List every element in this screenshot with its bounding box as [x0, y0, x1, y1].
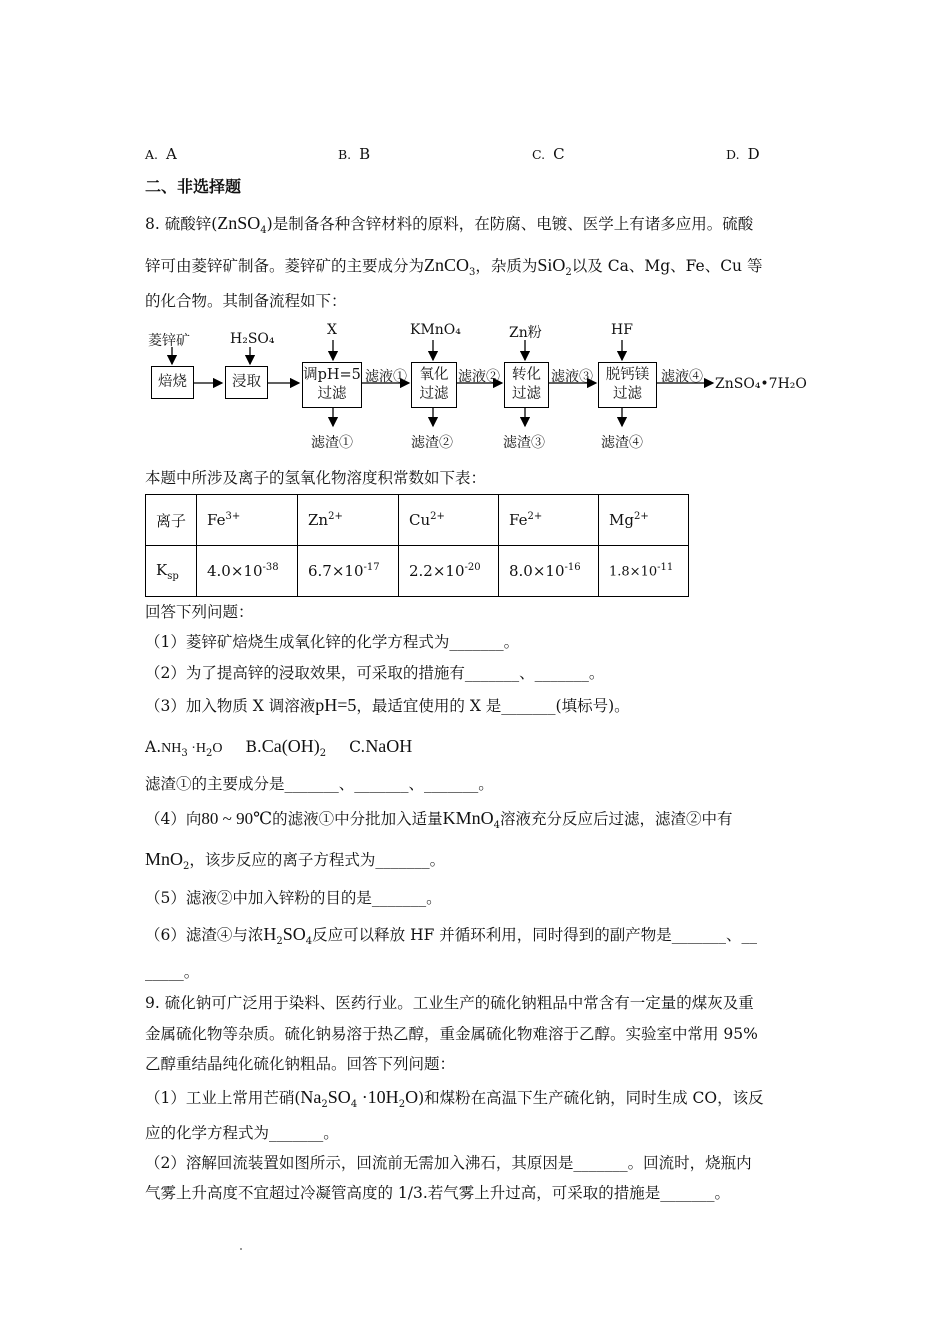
q8-choices: $A.NH_3 \cdot H_2O$ $B.Ca(OH)_2$ C.NaOH: [145, 736, 413, 760]
table-cell: $Zn^{2+}$: [298, 495, 399, 546]
table-intro: 本题中所涉及离子的氢氧化物溶度积常数如下表：: [145, 469, 487, 487]
q9-part1: （1）工业上常用芒硝$(Na_2SO_4 \cdot 10H_2O)$和煤粉在高温下生产硫化钠，同时生成 CO，该反: [145, 1087, 764, 1111]
page-dot: [240, 1248, 242, 1250]
q9-intro-line3: 乙醇重结晶纯化硫化钠粗品。回答下列问题：: [145, 1055, 456, 1073]
q8-part6: （6）滤渣④与浓$H_2SO_4$反应可以释放 HF 并循环利用，同时得到的副产物是_______、__: [145, 924, 758, 948]
table-head-ion: 离子: [146, 495, 197, 546]
flow-box-roast: 焙烧: [151, 366, 194, 399]
q9-part1-line2: 应的化学方程式为_______。: [145, 1124, 339, 1142]
option-c: C. C: [532, 145, 565, 163]
flow-filtrate3: 滤液③: [551, 369, 593, 385]
q9-intro-line2: 金属硫化物等杂质。硫化钠易溶于热乙醇，重金属硫化物难溶于乙醇。实验室中常用 95%: [145, 1025, 758, 1043]
table-row: [146, 546, 689, 597]
table-head-ksp: $K_{sp}$: [146, 546, 197, 597]
flow-residue4: 滤渣④: [601, 435, 643, 451]
q8-intro-line3: 的化合物。其制备流程如下：: [145, 292, 347, 310]
flow-product: ZnSO₄•7H₂O: [715, 376, 807, 392]
flow-box-oxidize: 氧化 过滤: [411, 362, 457, 408]
q8-part5: （5）滤液②中加入锌粉的目的是_______。: [145, 889, 442, 907]
q9-intro-line1: 9. 硫化钠可广泛用于染料、医药行业。工业生产的硫化钠粗品中常含有一定量的煤灰及重: [145, 994, 754, 1012]
option-a: A. A: [145, 145, 177, 163]
q8-part2: （2）为了提高锌的浸取效果，可采取的措施有_______、_______。: [145, 664, 605, 682]
flow-box-decalc: 脱钙镁 过滤: [598, 362, 657, 408]
q8-part6-line2: _____。: [145, 963, 200, 981]
flow-residue3: 滤渣③: [503, 435, 545, 451]
q8-part4-line2: MnO$_2$，该步反应的离子方程式为_______。: [145, 849, 446, 873]
table-cell: $8.0\times 10^{-16}$: [499, 546, 599, 597]
q8-intro-line2: 锌可由菱锌矿制备。菱锌矿的主要成分为ZnCO$_3$，杂质为SiO$_2$以及 Ca、Mg、Fe、Cu 等: [145, 255, 763, 279]
q9-part2-line2: 气雾上升高度不宜超过冷凝管高度的 1/3.若气雾上升过高，可采取的措施是_______。: [145, 1184, 731, 1202]
flow-residue1: 滤渣①: [311, 435, 353, 451]
table-cell: $6.7\times 10^{-17}$: [298, 546, 399, 597]
q8-residue-question: 滤渣①的主要成分是_______、_______、_______。: [145, 775, 494, 793]
answer-prompt: 回答下列问题：: [145, 603, 254, 621]
table-row: [146, 495, 689, 546]
flow-filtrate1: 滤液①: [365, 369, 407, 385]
table-cell: $Mg^{2+}$: [599, 495, 689, 546]
flow-zn-label: Zn粉: [509, 325, 542, 341]
flow-hf-label: HF: [611, 322, 633, 338]
flow-x-label: X: [327, 322, 337, 338]
table-cell: $2.2\times 10^{-20}$: [399, 546, 499, 597]
flow-filtrate2: 滤液②: [458, 369, 500, 385]
flow-arrows: [0, 0, 950, 470]
flow-filtrate4: 滤液④: [661, 369, 703, 385]
flow-kmno4-label: KMnO₄: [410, 322, 461, 338]
table-cell: $4.0\times 10^{-38}$: [197, 546, 298, 597]
q8-part3: （3）加入物质 X 调溶液pH=5，最适宜使用的 X 是_______(填标号)。: [145, 695, 630, 715]
q8-intro-line1: 8. 硫酸锌(ZnSO$_4$)是制备各种含锌材料的原料，在防腐、电镀、医学上有诸多应用。硫酸: [145, 213, 754, 237]
section-title: 二、非选择题: [145, 177, 242, 196]
table-cell: $1.8\times 10^{-11}$: [599, 546, 689, 597]
flow-residue2: 滤渣②: [411, 435, 453, 451]
table-cell: $Fe^{2+}$: [499, 495, 599, 546]
flow-box-leach: 浸取: [225, 366, 268, 399]
table-cell: $Cu^{2+}$: [399, 495, 499, 546]
flow-ore-label: 菱锌矿: [148, 333, 190, 349]
flow-box-convert: 转化 过滤: [504, 362, 549, 408]
flow-acid-label: H₂SO₄: [230, 331, 275, 347]
q8-part4: （4）向80 ~ 90℃的滤液①中分批加入适量KMnO$_4$溶液充分反应后过滤，滤渣②中有: [145, 808, 733, 832]
option-b: B. B: [338, 145, 371, 163]
option-d: D. D: [726, 145, 760, 163]
q8-part1: （1）菱锌矿焙烧生成氧化锌的化学方程式为_______。: [145, 633, 520, 651]
flow-box-ph: 调pH=5 过滤: [302, 362, 362, 408]
q9-part2: （2）溶解回流装置如图所示，回流前无需加入沸石，其原因是_______。回流时，烧瓶内: [145, 1154, 752, 1172]
ksp-table: [145, 494, 689, 597]
table-cell: $Fe^{3+}$: [197, 495, 298, 546]
